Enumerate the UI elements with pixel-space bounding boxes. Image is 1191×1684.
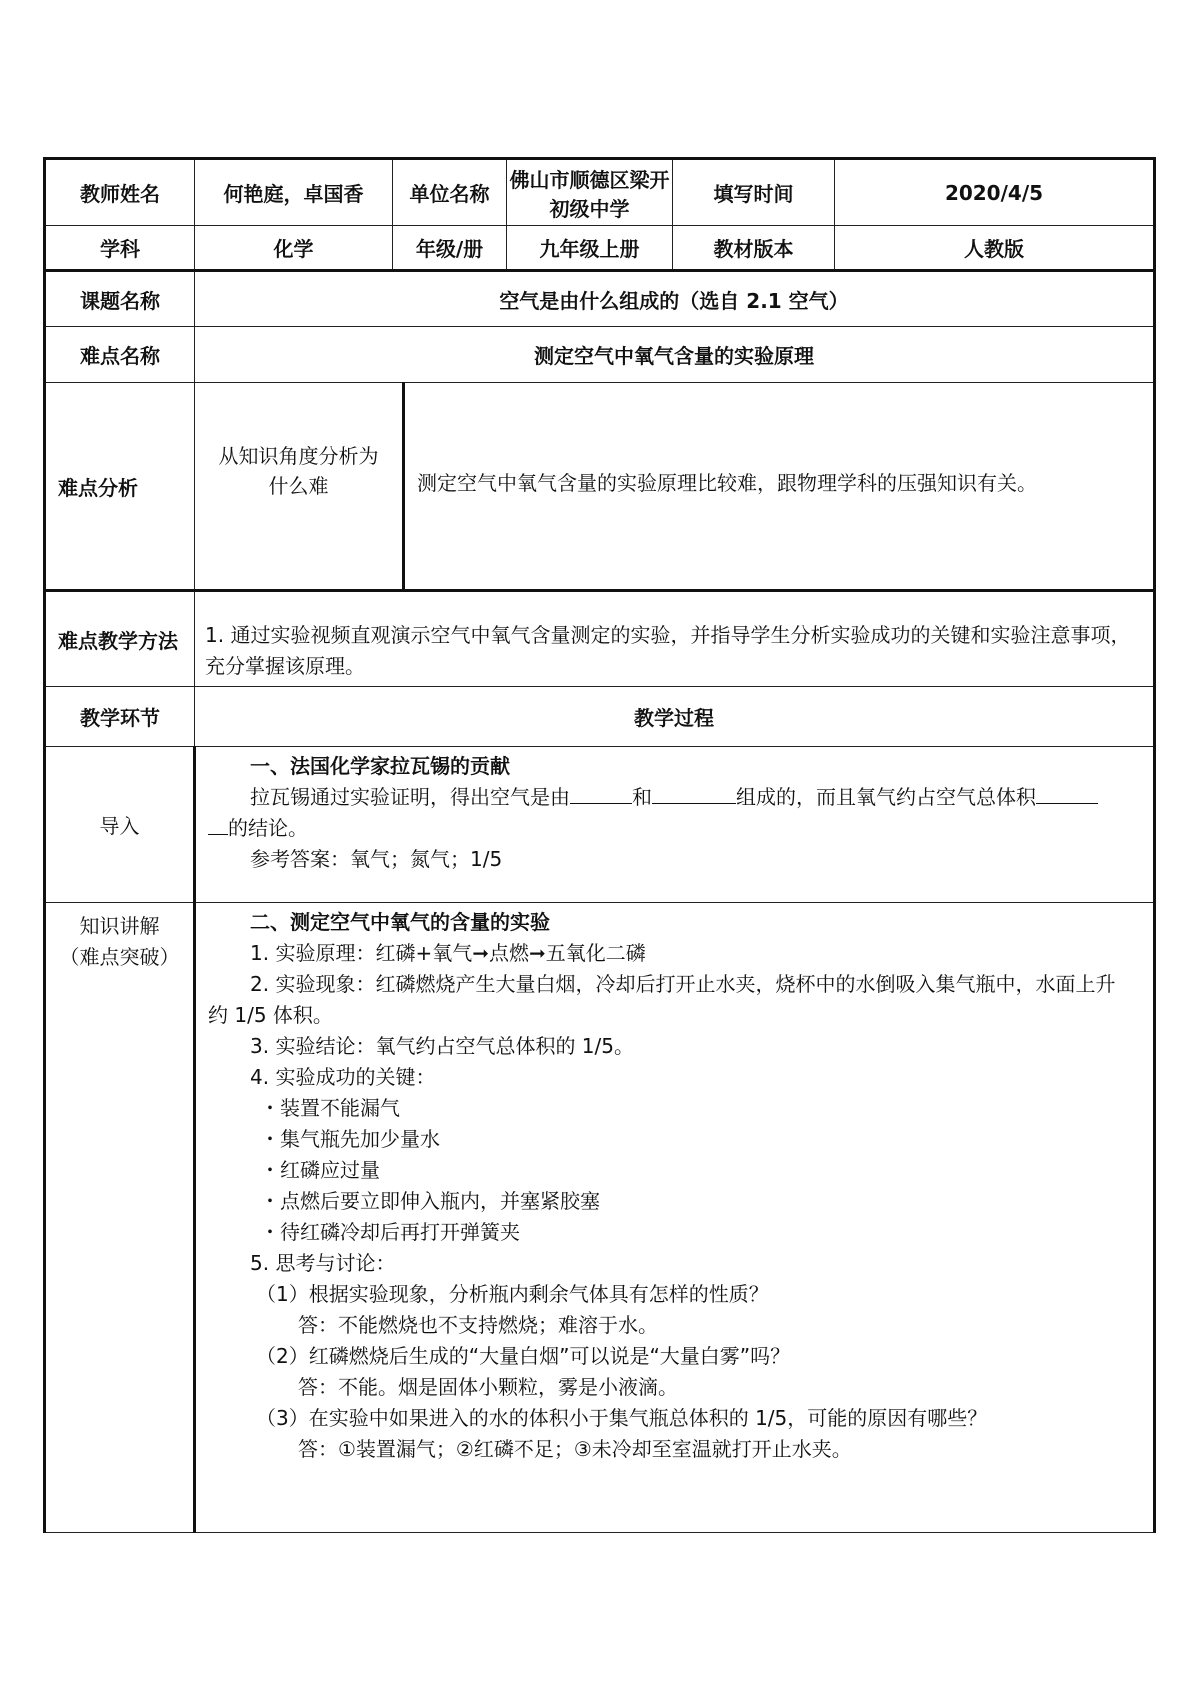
analysis-label: 难点分析 — [45, 383, 195, 591]
date-value: 2020/4/5 — [835, 159, 1155, 226]
lesson-form-table — [43, 157, 1156, 1533]
explain-discuss-title: 5. 思考与讨论： — [250, 1251, 396, 1275]
process-value: 教学过程 — [195, 687, 1155, 747]
explain-key-item: ・装置不能漏气 — [260, 1096, 400, 1120]
explain-label-line2: （难点突破） — [59, 945, 180, 969]
intro-text-part3: 组成的，而且氧气约占空气总体积 — [736, 785, 1036, 809]
header-row-2 — [45, 226, 1155, 271]
edition-value: 人教版 — [835, 226, 1155, 271]
explain-answer-3: 答：①装置漏气；②红磷不足；③未冷却至室温就打开止水夹。 — [298, 1437, 852, 1461]
explain-phenomenon: 2. 实验现象：红磷燃烧产生大量白烟，冷却后打开止水夹，烧杯中的水倒吸入集气瓶中，水面上升约 1/5 体积。 — [208, 972, 1116, 1027]
teacher-value: 何艳庭，卓国香 — [195, 159, 393, 226]
method-row — [45, 591, 1155, 687]
explain-answer-1: 答：不能燃烧也不支持燃烧；难溶于水。 — [298, 1313, 658, 1337]
header-row-1 — [45, 159, 1155, 226]
explain-question-3: （3）在实验中如果进入的水的体积小于集气瓶总体积的 1/5，可能的原因有哪些？ — [256, 1406, 988, 1430]
explain-answer-2: 答：不能。烟是固体小颗粒，雾是小液滴。 — [298, 1375, 678, 1399]
intro-row — [45, 747, 1155, 903]
analysis-value: 测定空气中氧气含量的实验原理比较难，跟物理学科的压强知识有关。 — [404, 383, 1155, 591]
explain-label-line1: 知识讲解 — [79, 914, 160, 938]
intro-blank-3 — [1036, 783, 1098, 804]
unit-value-line2: 初级中学 — [549, 196, 630, 221]
intro-blank-3-cont — [208, 814, 228, 835]
process-label: 教学环节 — [45, 687, 195, 747]
intro-label: 导入 — [45, 747, 195, 903]
intro-content — [195, 747, 1155, 903]
method-label: 难点教学方法 — [45, 591, 195, 687]
method-value: 1. 通过实验视频直观演示空气中氧气含量测定的实验，并指导学生分析实验成功的关键和实验注意事项，充分掌握该原理。 — [195, 591, 1155, 687]
analysis-row — [45, 383, 1155, 591]
explain-key-item: ・红磷应过量 — [260, 1158, 380, 1182]
explain-conclusion: 3. 实验结论：氧气约占空气总体积的 1/5。 — [250, 1034, 634, 1058]
intro-text-part4: 的结论。 — [228, 816, 308, 840]
unit-value — [507, 159, 673, 226]
unit-value-line1: 佛山市顺德区梁开 — [509, 167, 670, 192]
topic-row — [45, 271, 1155, 327]
date-label: 填写时间 — [673, 159, 835, 226]
explain-key-item: ・集气瓶先加少量水 — [260, 1127, 440, 1151]
edition-label: 教材版本 — [673, 226, 835, 271]
explain-heading: 二、测定空气中氧气的含量的实验 — [250, 910, 550, 934]
explain-question-2: （2）红磷燃烧后生成的“大量白烟”可以说是“大量白雾”吗？ — [256, 1344, 791, 1368]
explain-principle: 1. 实验原理：红磷+氧气➞点燃➞五氧化二磷 — [250, 941, 646, 965]
difficulty-label: 难点名称 — [45, 327, 195, 383]
analysis-sublabel-line2: 什么难 — [268, 474, 329, 498]
unit-label: 单位名称 — [393, 159, 507, 226]
explain-row — [45, 903, 1155, 1533]
intro-blank-2 — [652, 783, 736, 804]
topic-value: 空气是由什么组成的（选自 2.1 空气） — [195, 271, 1155, 327]
explain-label — [45, 903, 195, 1533]
subject-label: 学科 — [45, 226, 195, 271]
explain-keys-title: 4. 实验成功的关键： — [250, 1065, 436, 1089]
explain-question-1: （1）根据实验现象，分析瓶内剩余气体具有怎样的性质？ — [256, 1282, 769, 1306]
intro-answer: 参考答案：氧气；氮气；1/5 — [250, 847, 503, 871]
explain-content — [195, 903, 1155, 1533]
intro-text — [208, 782, 1141, 844]
topic-label: 课题名称 — [45, 271, 195, 327]
intro-text-part1: 拉瓦锡通过实验证明，得出空气是由 — [250, 785, 570, 809]
intro-blank-1 — [570, 783, 632, 804]
subject-value: 化学 — [195, 226, 393, 271]
difficulty-row — [45, 327, 1155, 383]
explain-key-item: ・点燃后要立即伸入瓶内，并塞紧胶塞 — [260, 1189, 600, 1213]
analysis-sublabel-line1: 从知识角度分析为 — [218, 444, 379, 468]
teacher-label: 教师姓名 — [45, 159, 195, 226]
intro-heading: 一、法国化学家拉瓦锡的贡献 — [250, 754, 510, 778]
analysis-sublabel — [195, 383, 404, 591]
grade-value: 九年级上册 — [507, 226, 673, 271]
explain-key-item: ・待红磷冷却后再打开弹簧夹 — [260, 1220, 520, 1244]
intro-text-part2: 和 — [632, 785, 652, 809]
process-header-row — [45, 687, 1155, 747]
difficulty-value: 测定空气中氧气含量的实验原理 — [195, 327, 1155, 383]
grade-label: 年级/册 — [393, 226, 507, 271]
